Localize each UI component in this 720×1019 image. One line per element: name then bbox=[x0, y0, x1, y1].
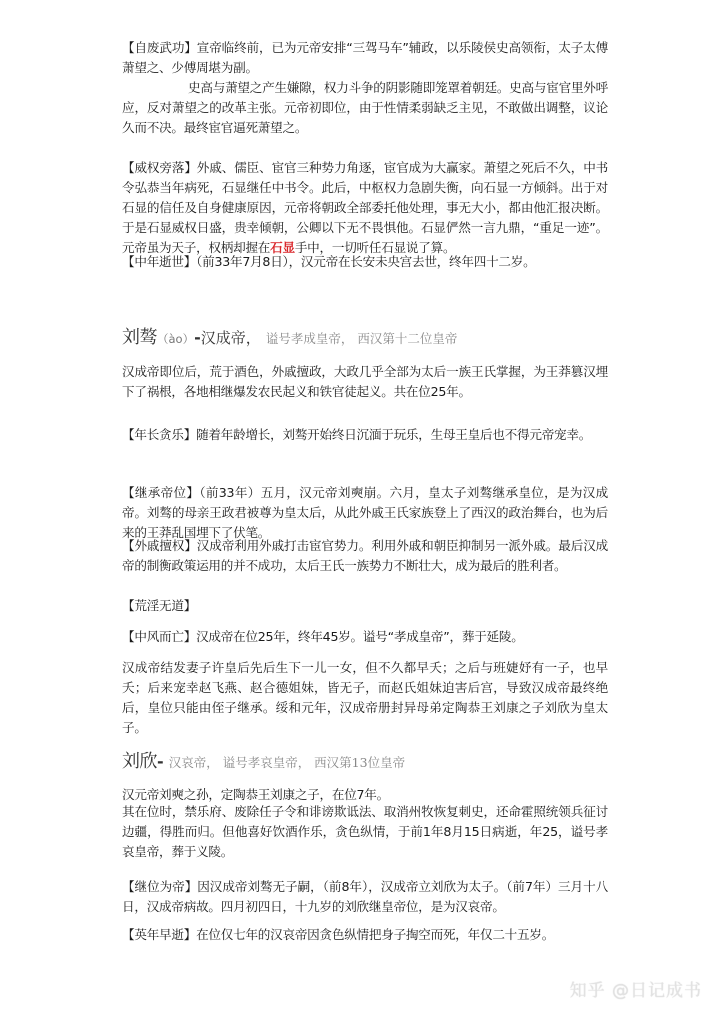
emperor-detail: 汉哀帝， 谥号孝哀皇帝， 西汉第13位皇帝 bbox=[168, 755, 406, 770]
paragraph-huangyin-wudao: 【荒淫无道】 bbox=[122, 598, 197, 613]
paragraph-aidi-intro: 汉元帝刘奭之孙，定陶恭王刘康之子，在位7年。 bbox=[122, 787, 389, 802]
paragraph-aidi-reign: 其在位时，禁乐府、废除任子令和诽谤欺诋法、取消州牧恢复刺史，还命霍照统领兵征讨边疆，得胜而归。但他喜好饮酒作乐，贪色纵情，于前1年8月15日病逝，年25，谥号孝哀皇帝，葬于义陵。 bbox=[122, 804, 608, 859]
emperor-heading-liuxin bbox=[122, 747, 405, 773]
paragraph-zifei-wugong: 【自废武功】宣帝临终前，已为元帝安排“三驾马车”辅政，以乐陵侯史高领衔，太子太傅萧望之、少傅周堪为副。 bbox=[122, 40, 608, 75]
zhihu-watermark: 知乎 @日记成书 bbox=[569, 981, 702, 1001]
emperor-detail: 谥号孝成皇帝， 西汉第十二位皇帝 bbox=[265, 331, 458, 346]
highlighted-name: 石显 bbox=[270, 240, 295, 255]
paragraph-chengdi-intro: 汉成帝即位后，荒于酒色，外戚擅政，大政几乎全部为太后一族王氏掌握，为王莽篡汉埋下了祸根，各地相继爆发农民起义和铁官徒起义。共在位25年。 bbox=[122, 364, 608, 399]
emperor-name: 刘欣 bbox=[122, 751, 157, 772]
pinyin: （ào） bbox=[157, 332, 195, 346]
paragraph-zhongnian-shishi: 【中年逝世】（前33年7月8日），汉元帝在长安未央宫去世，终年四十二岁。 bbox=[122, 254, 536, 269]
paragraph-shigao-xiaowangzhi bbox=[122, 78, 608, 138]
heading-dash: - bbox=[157, 752, 164, 771]
emperor-name: 刘骜 bbox=[122, 327, 157, 348]
paragraph-text: 【威权旁落】外戚、儒臣、宦官三种势力角逐，宦官成为大赢家。萧望之死后不久，中书令弘恭当年病死，石显继任中书令。此后，中枢权力急剧失衡，向石显一方倾斜。出于对石显的信任及自身健康原因，元帝将朝政全部委托他处理，事无大小，都由他汇报决断。于是石显威权日盛，贵幸倾朝，公卿以下无不畏惧他。石显俨然一言九鼎，“重足一迹”。元帝虽为天子，权柄却握在 bbox=[122, 160, 608, 255]
paragraph-chengdi-heirs: 汉成帝结发妻子许皇后先后生下一儿一女，但不久都早夭；之后与班婕妤有一子，也早夭；后来宠幸赵飞燕、赵合德姐妹，皆无子，而赵氏姐妹迫害后宫，导致汉成帝最终绝后，皇位只能由侄子继承。绥和元年，汉成帝册封异母弟定陶恭王刘康之子刘欣为皇太子。 bbox=[122, 660, 608, 735]
paragraph-waiqi-shanquan: 【外戚擅权】汉成帝利用外戚打击宦官势力。利用外戚和朝臣抑制另一派外戚。最后汉成帝的制衡政策运用的并不成功，太后王氏一族势力不断壮大，成为最后的胜利者。 bbox=[122, 538, 608, 573]
paragraph-jiwei-weidi: 【继位为帝】因汉成帝刘骜无子嗣，（前8年），汉成帝立刘欣为太子。（前7年）三月十八日，汉成帝病故。四月初四日，十九岁的刘欣继皇帝位，是为汉哀帝。 bbox=[122, 879, 608, 914]
paragraph-jicheng-diwei: 【继承帝位】（前33年）五月，汉元帝刘奭崩。六月，皇太子刘骜继承皇位，是为汉成帝。刘骜的母亲王政君被尊为皇太后，从此外戚王氏家族登上了西汉的政治舞台，也为后来的王莽乱国埋下了伏笔。 bbox=[122, 485, 608, 540]
emperor-heading-liuao bbox=[122, 323, 457, 349]
paragraph-text: 手中，一切听任石显说了算。 bbox=[294, 240, 456, 255]
emperor-title: 汉成帝， bbox=[200, 329, 261, 347]
paragraph-weiquan-pangluo bbox=[122, 158, 608, 258]
paragraph-text: 史高与萧望之产生嫌隙，权力斗争的阴影随即笼罩着朝廷。史高与宦官里外呼应，反对萧望之的改革主张。元帝初即位，由于性情柔弱缺乏主见，不敢做出调整，议论久而不决。最终宦官逼死萧望之。 bbox=[122, 80, 608, 135]
paragraph-yingnian-zaoshi: 【英年早逝】在位仅七年的汉哀帝因贪色纵情把身子掏空而死，年仅二十五岁。 bbox=[122, 927, 555, 942]
paragraph-nianzhang-tanle: 【年长贪乐】随着年龄增长，刘骜开始终日沉湎于玩乐，生母王皇后也不得元帝宠幸。 bbox=[122, 427, 592, 442]
heading-dash: - bbox=[194, 328, 201, 347]
paragraph-zhongfeng-erwang: 【中风而亡】汉成帝在位25年，终年45岁。谥号“孝成皇帝”，葬于延陵。 bbox=[122, 629, 524, 644]
